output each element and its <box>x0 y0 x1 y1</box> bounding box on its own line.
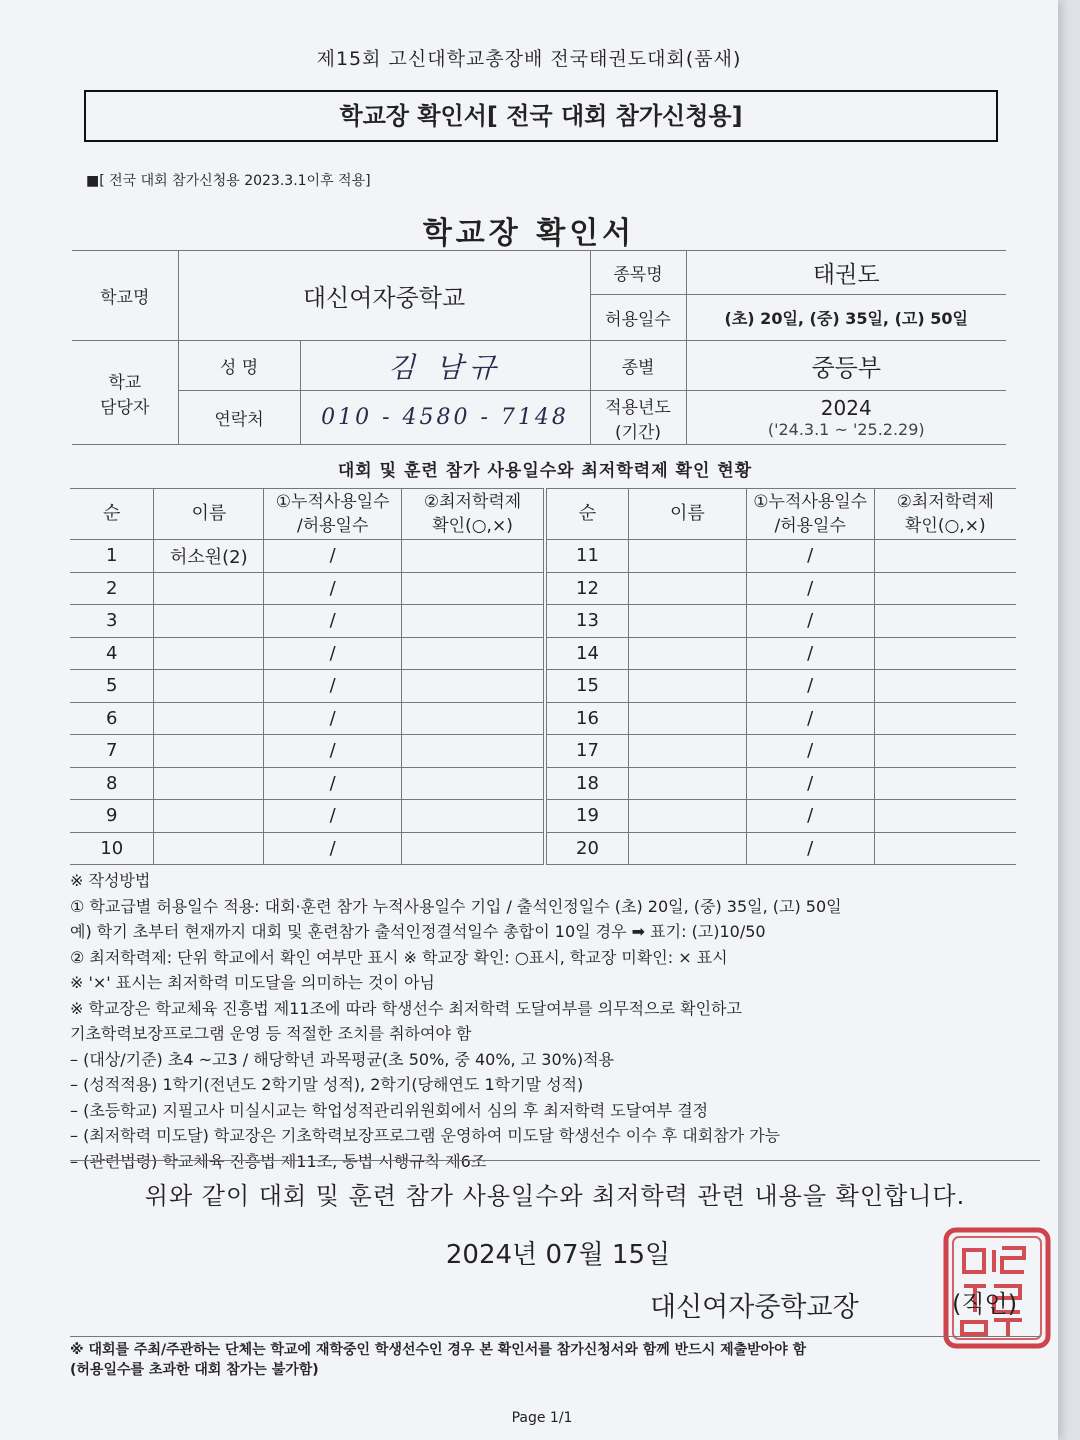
row-days-used: / <box>264 637 402 670</box>
row-name: 허소원(2) <box>154 540 264 573</box>
col-days-header <box>746 489 874 540</box>
row-academic-check <box>874 605 1016 638</box>
table-row <box>547 605 1017 638</box>
row-academic-check <box>402 800 544 833</box>
table-row <box>70 540 544 573</box>
col-name-header: 이름 <box>628 489 746 540</box>
manager-name-value: 김 남규 <box>300 341 590 391</box>
row-number: 16 <box>547 702 629 735</box>
col-days-header-line1: ①누적사용일수 <box>753 492 868 512</box>
row-number: 5 <box>70 670 154 703</box>
row-number: 10 <box>70 832 154 865</box>
row-days-used: / <box>746 735 874 768</box>
col-check-header-line1: ②최저학력제 <box>896 492 994 512</box>
issue-date: 2024년 07월 15일 <box>445 1240 671 1270</box>
row-academic-check <box>402 637 544 670</box>
row-name <box>154 735 264 768</box>
row-academic-check <box>874 832 1016 865</box>
instruction-line: – (초등학교) 지필고사 미실시교는 학업성적관리위원회에서 심의 후 최저학력 도달여부 결정 <box>70 1100 709 1120</box>
manager-label-line1: 학교 <box>108 372 142 393</box>
row-name <box>154 605 264 638</box>
instruction-line: – (최저학력 미도달) 학교장은 기초학력보장프로그램 운영하여 미도달 학생선수 이수 후 대회참가 가능 <box>70 1126 781 1145</box>
col-name-header: 이름 <box>154 489 264 540</box>
table-row <box>547 767 1017 800</box>
sport-label: 종목명 <box>590 251 686 295</box>
instruction-line: ※ 학교장은 학교체육 진흥법 제11조에 따라 학생선수 최저학력 도달여부를 의무적으로 확인하고 <box>70 998 742 1018</box>
event-title: 제15회 고신대학교총장배 전국태권도대회(품새) <box>316 48 742 70</box>
col-no-header: 순 <box>547 489 629 540</box>
instruction-line: 기초학력보장프로그램 운영 등 적절한 조치를 취하여야 함 <box>70 1024 472 1043</box>
row-days-used: / <box>746 572 874 605</box>
table-row <box>70 735 544 768</box>
category-label: 종별 <box>590 341 686 391</box>
manager-label <box>72 341 178 445</box>
row-name <box>154 572 264 605</box>
row-days-used: / <box>264 767 402 800</box>
contact-label: 연락처 <box>178 391 300 445</box>
divider <box>70 1160 1040 1161</box>
row-name <box>628 572 746 605</box>
sport-value: 태권도 <box>686 251 1006 295</box>
col-days-header-line2: /허용일수 <box>296 516 369 536</box>
col-days-header <box>264 489 402 540</box>
allowed-days-label: 허용일수 <box>590 295 686 341</box>
row-number: 8 <box>70 767 154 800</box>
row-name <box>628 670 746 703</box>
row-number: 20 <box>547 832 629 865</box>
col-check-header <box>402 489 544 540</box>
instruction-line: – (성적적용) 1학기(전년도 2학기말 성적), 2학기(당해연도 1학기말 성적) <box>70 1075 584 1094</box>
instruction-line: 예) 학기 초부터 현재까지 대회 및 훈련참가 출석인정결석일수 총합이 10일 경우 ➡ 표기: (고)10/50 <box>70 922 766 941</box>
col-days-header-line1: ①누적사용일수 <box>275 492 390 512</box>
table-row <box>547 702 1017 735</box>
page-number: Page 1/1 <box>511 1410 573 1426</box>
row-days-used: / <box>746 605 874 638</box>
row-number: 1 <box>70 540 154 573</box>
instructions <box>70 868 1030 1174</box>
row-days-used: / <box>264 670 402 703</box>
row-days-used: / <box>264 735 402 768</box>
row-academic-check <box>874 637 1016 670</box>
manager-label-line2: 담당자 <box>100 397 150 418</box>
row-days-used: / <box>746 637 874 670</box>
row-academic-check <box>874 702 1016 735</box>
col-check-header <box>874 489 1016 540</box>
row-days-used: / <box>746 832 874 865</box>
footnote-line: ※ 대회를 주최/주관하는 단체는 학교에 재학중인 학생선수인 경우 본 확인서를 참가신청서와 함께 반드시 제출받아야 함 <box>70 1342 807 1358</box>
table-row <box>70 637 544 670</box>
seal-label: (직인) <box>952 1290 1018 1318</box>
row-number: 11 <box>547 540 629 573</box>
row-name <box>628 605 746 638</box>
table-row <box>70 670 544 703</box>
row-days-used: / <box>264 800 402 833</box>
row-days-used: / <box>264 832 402 865</box>
principal-signature: 대신여자중학교장 <box>650 1292 859 1323</box>
allowed-days-value: (초) 20일, (중) 35일, (고) 50일 <box>686 295 1006 341</box>
row-academic-check <box>402 670 544 703</box>
row-name <box>154 670 264 703</box>
row-days-used: / <box>746 767 874 800</box>
row-name <box>154 800 264 833</box>
row-academic-check <box>874 735 1016 768</box>
row-academic-check <box>402 832 544 865</box>
row-name <box>154 637 264 670</box>
row-days-used: / <box>746 540 874 573</box>
row-name <box>628 832 746 865</box>
row-name <box>628 637 746 670</box>
row-name <box>154 702 264 735</box>
row-days-used: / <box>264 702 402 735</box>
footnote <box>70 1340 1050 1380</box>
table-row <box>70 605 544 638</box>
row-number: 2 <box>70 572 154 605</box>
row-name <box>628 702 746 735</box>
page-title: 학교장 확인서 <box>422 216 636 251</box>
category-value: 중등부 <box>686 341 1006 391</box>
row-days-used: / <box>264 540 402 573</box>
year-label <box>590 391 686 445</box>
name-label: 성 명 <box>178 341 300 391</box>
row-academic-check <box>874 800 1016 833</box>
instructions-heading: ※ 작성방법 <box>70 871 151 890</box>
table-row <box>547 637 1017 670</box>
divider <box>70 1336 1040 1337</box>
instruction-line: ① 학교급별 허용일수 적용: 대회·훈련 참가 누적사용일수 기입 / 출석인정일수 (초) 20일, (중) 35일, (고) 50일 <box>70 896 842 916</box>
applicable-period: ('24.3.1 ~ '25.2.29) <box>767 420 925 439</box>
row-name <box>154 832 264 865</box>
row-academic-check <box>402 605 544 638</box>
row-number: 13 <box>547 605 629 638</box>
row-academic-check <box>874 540 1016 573</box>
instruction-line: ② 최저학력제: 단위 학교에서 확인 여부만 표시 ※ 학교장 확인: ○표시, 학교장 미확인: × 표시 <box>70 947 728 967</box>
row-number: 3 <box>70 605 154 638</box>
row-number: 15 <box>547 670 629 703</box>
roster-table-left <box>70 488 544 865</box>
row-number: 9 <box>70 800 154 833</box>
table-row <box>70 767 544 800</box>
contact-value: 010 - 4580 - 7148 <box>300 391 590 445</box>
table-row <box>547 735 1017 768</box>
instruction-line: – (관련법령) 학교체육 진흥법 제11조, 동법 시행규칙 제6조 <box>70 1151 487 1171</box>
instruction-line: ※ '×' 표시는 최저학력 미도달을 의미하는 것이 아님 <box>70 973 435 992</box>
row-academic-check <box>402 540 544 573</box>
row-academic-check <box>402 767 544 800</box>
year-label-line2: (기간) <box>614 422 662 443</box>
table-row <box>70 800 544 833</box>
row-days-used: / <box>746 670 874 703</box>
row-academic-check <box>874 767 1016 800</box>
boxed-title: 학교장 확인서[ 전국 대회 참가신청용] <box>84 90 998 142</box>
row-number: 4 <box>70 637 154 670</box>
table-row <box>70 702 544 735</box>
row-number: 19 <box>547 800 629 833</box>
col-check-header-line2: 확인(○,×) <box>432 516 513 536</box>
row-number: 14 <box>547 637 629 670</box>
year-value <box>686 391 1006 445</box>
row-days-used: / <box>264 605 402 638</box>
school-name-label: 학교명 <box>72 251 178 341</box>
school-name-value: 대신여자중학교 <box>178 251 590 341</box>
row-number: 7 <box>70 735 154 768</box>
applicability-note: ■[ 전국 대회 참가신청용 2023.3.1이후 적용] <box>86 173 371 189</box>
row-academic-check <box>874 670 1016 703</box>
year-label-line1: 적용년도 <box>605 397 671 418</box>
table-row <box>70 832 544 865</box>
confirmation-statement: 위와 같이 대회 및 훈련 참가 사용일수와 최저학력 관련 내용을 확인합니다. <box>144 1182 966 1210</box>
row-name <box>628 800 746 833</box>
col-check-header-line1: ②최저학력제 <box>423 492 522 512</box>
col-no-header: 순 <box>70 489 154 540</box>
row-name <box>628 540 746 573</box>
table-row <box>547 670 1017 703</box>
applicable-year: 2024 <box>820 396 872 420</box>
footnote-line: (허용일수를 초과한 대회 참가는 불가함) <box>70 1362 319 1378</box>
row-number: 12 <box>547 572 629 605</box>
row-days-used: / <box>746 800 874 833</box>
roster-table-right <box>546 488 1016 865</box>
table-row <box>547 540 1017 573</box>
row-name <box>628 767 746 800</box>
row-days-used: / <box>264 572 402 605</box>
table-row <box>547 800 1017 833</box>
row-academic-check <box>874 572 1016 605</box>
instruction-line: – (대상/기준) 초4 ~고3 / 해당학년 과목평균(초 50%, 중 40%, 고 30%)적용 <box>70 1049 614 1069</box>
row-number: 17 <box>547 735 629 768</box>
row-academic-check <box>402 702 544 735</box>
row-number: 18 <box>547 767 629 800</box>
table-row <box>547 572 1017 605</box>
col-check-header-line2: 확인(○,×) <box>905 516 986 536</box>
col-days-header-line2: /허용일수 <box>774 516 846 536</box>
row-name <box>154 767 264 800</box>
row-days-used: / <box>746 702 874 735</box>
row-academic-check <box>402 735 544 768</box>
info-table <box>72 250 1006 445</box>
table-row <box>547 832 1017 865</box>
row-number: 6 <box>70 702 154 735</box>
roster-title: 대회 및 훈련 참가 사용일수와 최저학력제 확인 현황 <box>337 461 753 481</box>
table-row <box>70 572 544 605</box>
row-academic-check <box>402 572 544 605</box>
row-name <box>628 735 746 768</box>
